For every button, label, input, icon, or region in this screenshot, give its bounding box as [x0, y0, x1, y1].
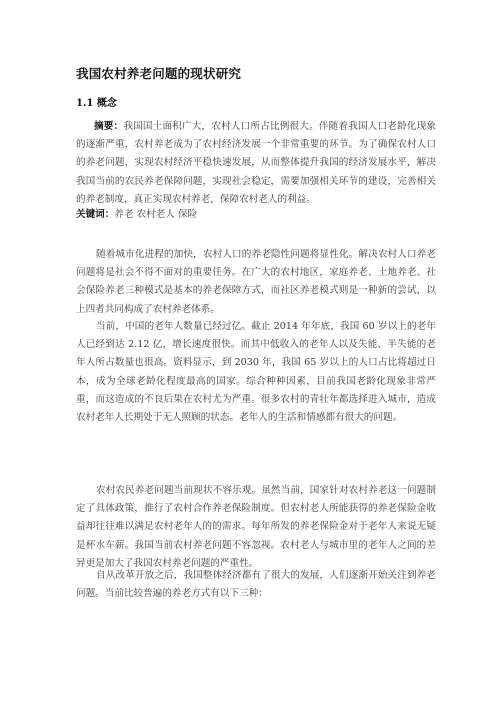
abstract — [76, 118, 436, 209]
body-paragraph: 农村农民养老问题当前现状不容乐观。虽然当前，国家针对农村养老这一问题制定了具体政策，推行了农村合作养老保险制度。但农村老人所能获得的养老保险金收益却往往难以满足农村老年人的的需求。每年所发的养老保险金对于老年人来说无疑是杯水车薪。我国当前农村养老问题不容忽视。农村老人与城市里的老年人之间的差异更是加大了我国农村养老问题的严重性。 — [76, 485, 436, 569]
abstract-text: 我国国土面积广大，农村人口所占比例很大。伴随着我国人口老龄化现象的逐渐严重，农村养老成为了农村经济发展一个非常重要的环节。为了确保农村人口的养老问题，实现农村经济平稳快速发展，从而整体提升我国的经济发展水平，解决我国当前的农民养老保障问题，实现社会稳定，需要加强相关环节的建设，完善相关的养老制度，真正实现农村养老，保障农村老人的利益。 — [76, 121, 437, 205]
body-paragraph: 当前，中国的老年人数量已经过亿。截止 2014 年年底，我国 60 岁以上的老年人已经到达 2.12 亿，增长速度很快。而其中低收入的老年人以及失能、半失能的老年人所占数量也很高。资料显示，到 2030 年，我国 65 岁以上的人口占比将超过日本，成为全球老龄化程度最高的国家。综合种种因素，目前我国老龄化现象非常严重，而这造成的不良后果在农村尤为严重。很多农村的青壮年都选择进入城市，造成农村老年人长期处于无人照顾的状态。老年人的生活和情感都有很大的问题。 — [76, 321, 436, 424]
keywords-label: 关键词： — [76, 209, 115, 220]
document-title: 我国农村养老问题的现状研究 — [76, 66, 242, 81]
keywords — [76, 206, 197, 224]
body-paragraph: 随着城市化进程的加快，农村人口的养老隐性问题将显性化。解决农村人口养老问题将是社会不得不面对的重要任务。在广大的农村地区，家庭养老、土地养老、社会保险养老三种模式是基本的养老保障方式，而社区养老模式则是一种新的尝试，以上四者共同构成了农村养老体系。 — [76, 249, 436, 315]
abstract-label: 摘要： — [94, 121, 124, 132]
keywords-text: 养老 农村老人 保险 — [114, 209, 198, 220]
section-heading: 1.1 概念 — [76, 98, 117, 109]
body-paragraph: 自从改革开放之后，我国整体经济都有了很大的发展，人们逐渐开始关注到养老问题。当前比较普遍的养老方式有以下三种： — [76, 570, 436, 600]
